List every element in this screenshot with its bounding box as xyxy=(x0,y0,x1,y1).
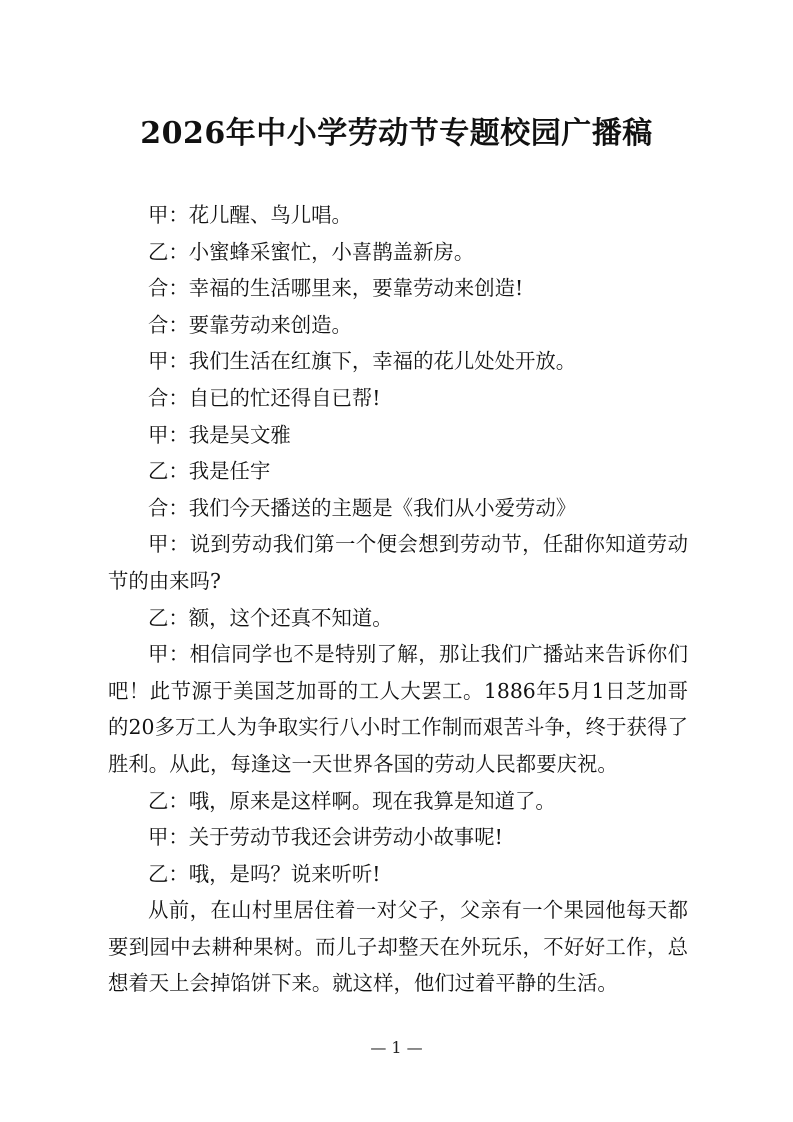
paragraph: 合：要靠劳动来创造。 xyxy=(148,312,352,337)
paragraph: 甲：花儿醒、鸟儿唱。 xyxy=(148,203,352,227)
paragraph: 合：自已的忙还得自已帮! xyxy=(148,385,381,410)
page-number: — 1 — xyxy=(370,1038,423,1057)
paragraph: 乙：额，这个还真不知道。 xyxy=(148,605,393,630)
document-body xyxy=(108,197,688,1002)
paragraph: 乙：哦，是吗？说来听听! xyxy=(148,861,381,886)
paragraph: 合：我们今天播送的主题是《我们从小爱劳动》 xyxy=(148,495,577,520)
paragraph: 乙：哦，原来是这样啊。现在我算是知道了。 xyxy=(148,788,556,813)
paragraph: 甲：我们生活在红旗下，幸福的花儿处处开放。 xyxy=(148,349,577,374)
paragraph: 乙：我是任宇 xyxy=(148,459,271,484)
paragraph: 甲：说到劳动我们第一个便会想到劳动节，任甜你知道劳动节的由来吗? xyxy=(108,532,688,593)
paragraph: 甲：我是吴文雅 xyxy=(148,422,291,447)
paragraph: 甲：相信同学也不是特别了解，那让我们广播站来告诉你们吧！此节源于美国芝加哥的工人大罢工。1886年5月1日芝加哥的20多万工人为争取实行八小时工作制而艰苦斗争，终于获得了胜利。从此，每逢这一天世界各国的劳动人民都要庆祝。 xyxy=(108,642,688,776)
paragraph: 乙：小蜜蜂采蜜忙，小喜鹊盖新房。 xyxy=(148,239,475,264)
paragraph: 甲：关于劳动节我还会讲劳动小故事呢! xyxy=(148,825,503,850)
document-title: 2026年中小学劳动节专题校园广播稿 xyxy=(140,116,653,151)
paragraph: 合：幸福的生活哪里来，要靠劳动来创造! xyxy=(148,276,524,301)
paragraph: 从前，在山村里居住着一对父子，父亲有一个果园他每天都要到园中去耕种果树。而儿子却整天在外玩乐，不好好工作，总想着天上会掉馅饼下来。就这样，他们过着平静的生活。 xyxy=(108,898,688,996)
